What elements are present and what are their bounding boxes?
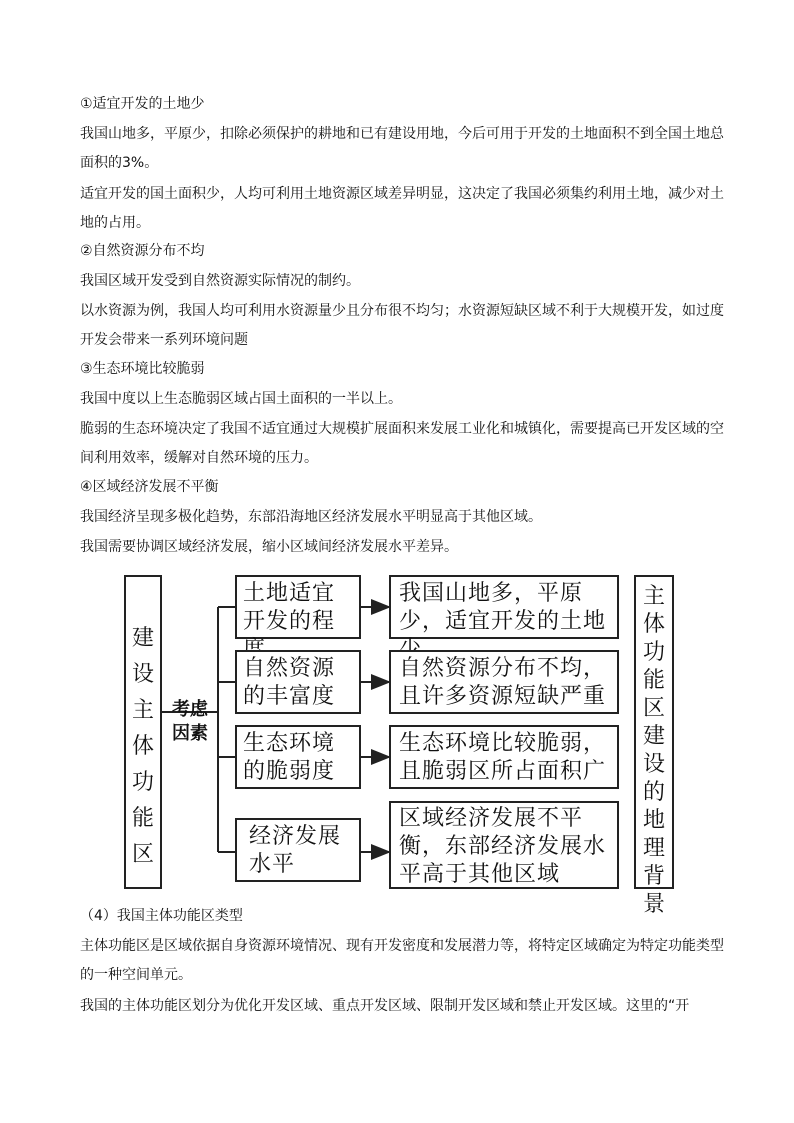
result-text: 生态环境比较脆弱，且脆弱区所占面积广 xyxy=(399,731,607,784)
paragraph: 我国区域开发受到自然资源实际情况的制约。 xyxy=(80,273,360,289)
factor-box xyxy=(235,575,361,639)
result-box xyxy=(389,650,619,714)
heading-resources: ②自然资源分布不均 xyxy=(80,243,205,259)
result-text: 自然资源分布不均，且许多资源短缺严重 xyxy=(399,656,607,709)
result-box xyxy=(389,725,619,789)
paragraph: 脆弱的生态环境决定了我国不适宜通过大规模扩展面积来发展工业化和城镇化，需要提高已开发区域的空间利用效率，缓解对自然环境的压力。 xyxy=(80,421,724,466)
factor-box xyxy=(235,650,361,714)
paragraph: 以水资源为例，我国人均可利用水资源量少且分布很不均匀；水资源短缺区域不利于大规模开发，如过度开发会带来一系列环境问题 xyxy=(80,303,724,348)
result-box xyxy=(389,801,619,889)
right-title-box xyxy=(634,575,674,917)
factor-text: 经济发展水平 xyxy=(249,824,342,877)
left-title-box xyxy=(124,575,162,889)
factor-text: 土地适宜开发的程 xyxy=(243,581,336,634)
heading-ecology: ③生态环境比较脆弱 xyxy=(80,361,205,377)
paragraph: 我国的主体功能区划分为优化开发区域、重点开发区域、限制开发区域和禁止开发区域。这里的“开 xyxy=(80,998,690,1014)
left-title: 建设主体功能区 xyxy=(131,626,154,867)
result-box xyxy=(389,575,619,639)
factor-box xyxy=(235,818,361,882)
factor-text: 自然资源的丰富度 xyxy=(243,656,336,709)
heading-economy: ④区域经济发展不平衡 xyxy=(80,479,219,495)
paragraph: 我国中度以上生态脆弱区域占国土面积的一半以上。 xyxy=(80,391,402,407)
paragraph: 我国需要协调区域经济发展，缩小区域间经济发展水平差异。 xyxy=(80,539,458,555)
heading-land: ①适宜开发的土地少 xyxy=(80,96,205,112)
paragraph: 我国山地多，平原少，扣除必须保护的耕地和已有建设用地，今后可用于开发的土地面积不到全国土地总面积的3%。 xyxy=(80,126,724,171)
right-title: 主体功能区建设的地理背景 xyxy=(642,584,665,917)
paragraph: 主体功能区是区域依据自身资源环境情况、现有开发密度和发展潜力等，将特定区域确定为特定功能类型的一种空间单元。 xyxy=(80,938,724,983)
paragraph: 适宜开发的国土面积少，人均可利用土地资源区域差异明显，这决定了我国必须集约利用土地，减少对土地的占用。 xyxy=(80,186,724,231)
middle-label: 考虑因素 xyxy=(172,699,208,744)
section4-heading: （4）我国主体功能区类型 xyxy=(80,908,243,924)
factor-box xyxy=(235,725,361,789)
paragraph: 我国经济呈现多极化趋势，东部沿海地区经济发展水平明显高于其他区域。 xyxy=(80,509,542,525)
factor-text: 生态环境的脆弱度 xyxy=(243,731,336,784)
result-text: 我国山地多，平原少，适宜开发的土地 xyxy=(399,581,607,634)
result-text: 区域经济发展不平衡，东部经济发展水平高于其他区域 xyxy=(399,806,607,887)
